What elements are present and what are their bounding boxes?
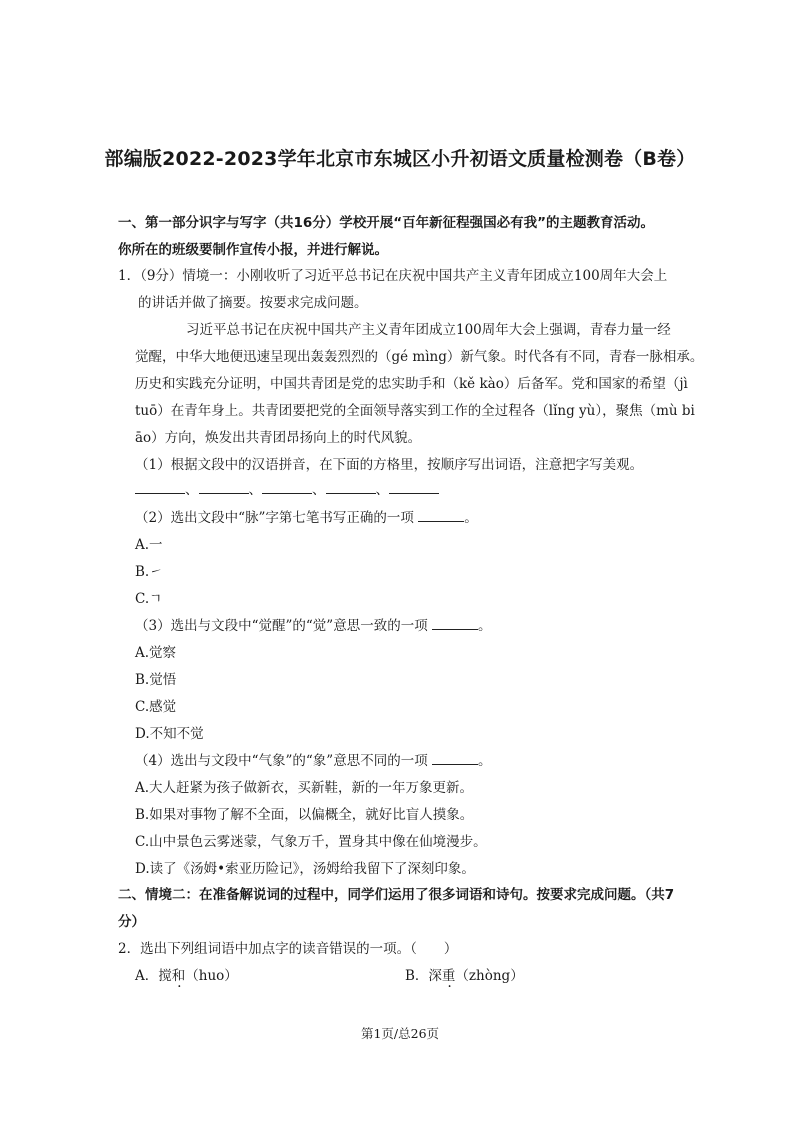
answer-blank-5[interactable] bbox=[389, 492, 439, 494]
q1-sub3-option-a: A.觉察 bbox=[135, 645, 177, 661]
separator: 、 bbox=[312, 482, 326, 498]
q2-option-a-pinyin: （huo） bbox=[185, 968, 238, 984]
separator: 、 bbox=[185, 482, 199, 498]
answer-blank-3[interactable] bbox=[262, 492, 312, 494]
answer-blank-4[interactable] bbox=[326, 492, 376, 494]
q1-sub4-end: 。 bbox=[478, 753, 492, 769]
q1-sub4-option-c: C.山中景色云雾迷蒙，气象万千，置身其中像在仙境漫步。 bbox=[135, 834, 487, 850]
q1-stem-line2: 的讲话并做了摘要。按要求完成问题。 bbox=[138, 295, 368, 311]
separator: 、 bbox=[248, 482, 262, 498]
q1-sub2-option-a: A.一 bbox=[135, 537, 163, 553]
passage-line-3: 历史和实践充分证明，中国共青团是党的忠实助手和（kě kào）后备军。党和国家的希望（jì bbox=[135, 376, 688, 392]
q1-sub2 bbox=[135, 512, 478, 526]
answer-blanks-row bbox=[135, 484, 439, 498]
q1-sub3-end: 。 bbox=[478, 618, 492, 634]
answer-blank-2[interactable] bbox=[199, 492, 249, 494]
q2-option-a-dotted-char: 和 bbox=[171, 968, 186, 984]
q2-option-a-label: A．搅 bbox=[135, 968, 172, 984]
q1-sub4 bbox=[135, 755, 492, 769]
section2-heading-line2: 分） bbox=[118, 914, 145, 930]
q1-sub2-blank[interactable] bbox=[418, 520, 464, 522]
q2-option-b-label: B．深 bbox=[405, 968, 442, 984]
q2-stem: 2．选出下列组词语中加点字的读音错误的一项。（ ） bbox=[118, 941, 458, 957]
q1-sub2-option-c: C.ㄱ bbox=[135, 591, 163, 607]
q2-option-b-dotted-char: 重 bbox=[441, 968, 456, 984]
q1-sub4-option-d: D.读了《汤姆•索亚历险记》，汤姆给我留下了深刻印象。 bbox=[135, 861, 475, 877]
q2-option-a bbox=[135, 970, 238, 984]
q2-option-b bbox=[405, 970, 524, 984]
q1-sub4-option-b: B.如果对事物了解不全面，以偏概全，就好比盲人摸象。 bbox=[135, 807, 474, 823]
page-footer: 第1页/总26页 bbox=[360, 1026, 440, 1041]
q1-sub3-option-d: D.不知不觉 bbox=[135, 726, 204, 742]
passage-line-4: tuō）在青年身上。共青团要把党的全面领导落实到工作的全过程各（lǐng yù），聚焦（mù bi bbox=[135, 403, 695, 419]
section1-heading-line2: 你所在的班级要制作宣传小报，并进行解说。 bbox=[118, 242, 388, 258]
q1-sub2-option-b: B.㇀ bbox=[135, 564, 163, 580]
q1-sub3 bbox=[135, 620, 492, 634]
q1-sub3-text: （3）选出与文段中“觉醒”的“觉”意思一致的一项 bbox=[135, 618, 428, 634]
section2-heading-line1: 二、情境二：在准备解说词的过程中，同学们运用了很多词语和诗句。按要求完成问题。（共7 bbox=[118, 887, 675, 903]
section1-heading-line1: 一、第一部分识字与写字（共16分）学校开展“百年新征程强国必有我”的主题教育活动。 bbox=[118, 215, 655, 231]
page-title: 部编版2022-2023学年北京市东城区小升初语文质量检测卷（B卷） bbox=[104, 148, 696, 170]
q1-sub4-blank[interactable] bbox=[432, 763, 478, 765]
q1-stem-line1: 1．（9分）情境一：小刚收听了习近平总书记在庆祝中国共产主义青年团成立100周年大会上 bbox=[118, 268, 668, 284]
q2-option-b-pinyin: （zhòng） bbox=[455, 968, 524, 984]
q1-sub3-option-c: C.感觉 bbox=[135, 699, 177, 715]
passage-line-1: 习近平总书记在庆祝中国共产主义青年团成立100周年大会上强调，青春力量一经 bbox=[186, 322, 671, 338]
passage-line-2: 觉醒，中华大地便迅速呈现出轰轰烈烈的（gé mìng）新气象。时代各有不同，青春一脉相承。 bbox=[135, 349, 704, 365]
q1-sub3-option-b: B.觉悟 bbox=[135, 672, 177, 688]
passage-line-5: āo）方向，焕发出共青团昂扬向上的时代风貌。 bbox=[135, 430, 422, 446]
q1-sub2-end: 。 bbox=[464, 510, 478, 526]
answer-blank-1[interactable] bbox=[135, 492, 185, 494]
q1-sub4-text: （4）选出与文段中“气象”的“象”意思不同的一项 bbox=[135, 753, 428, 769]
separator: 、 bbox=[375, 482, 389, 498]
q1-sub2-text: （2）选出文段中“脉”字第七笔书写正确的一项 bbox=[135, 510, 414, 526]
q1-sub1: （1）根据文段中的汉语拼音，在下面的方格里，按顺序写出词语，注意把字写美观。 bbox=[135, 457, 644, 473]
q1-sub4-option-a: A.大人赶紧为孩子做新衣，买新鞋，新的一年万象更新。 bbox=[135, 780, 474, 796]
q1-sub3-blank[interactable] bbox=[432, 628, 478, 630]
